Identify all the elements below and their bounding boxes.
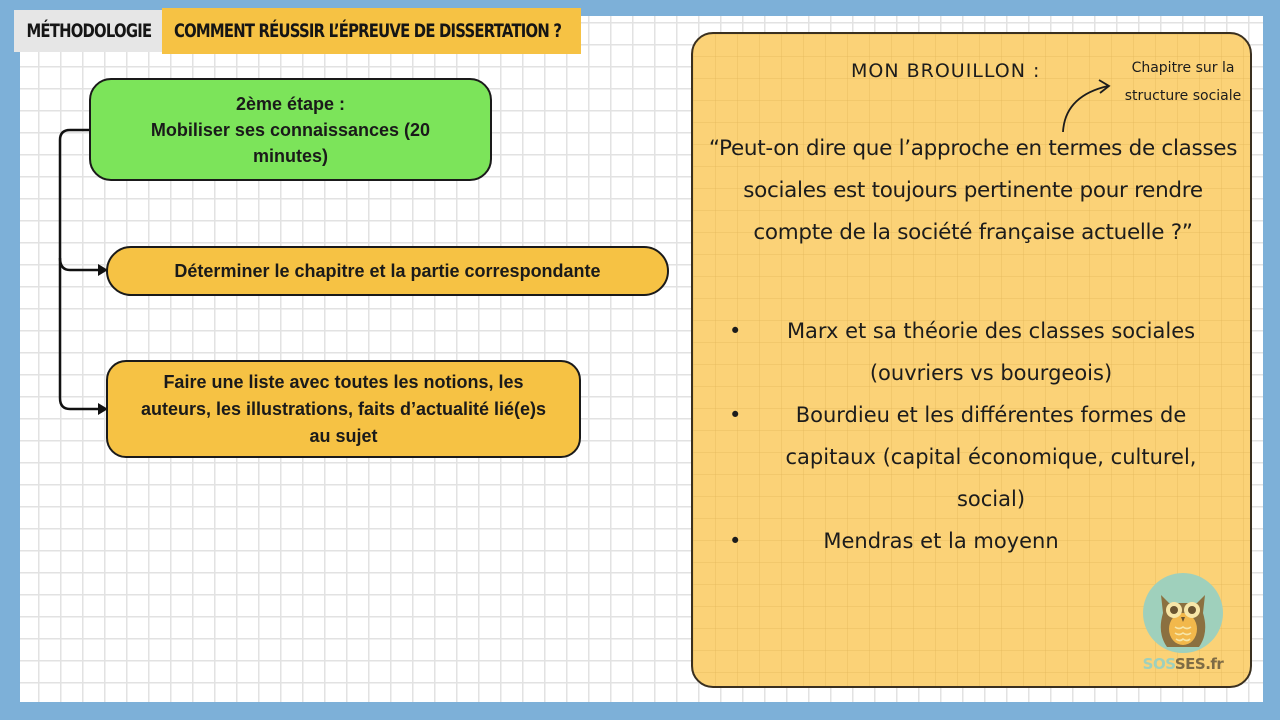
- chapter-annotation: Chapitre sur la structure sociale: [1124, 60, 1242, 104]
- sub-step-determine-chapter: [106, 246, 669, 296]
- logo-wordmark: SOSSES.fr: [1142, 655, 1224, 673]
- bullet-icon: •: [729, 319, 742, 343]
- main-step-number: 2ème étape :: [235, 93, 346, 114]
- list-item: • Bourdieu et les différentes formes de capitaux (capital économique, culturel, social): [693, 394, 1249, 520]
- title-banner: [162, 8, 581, 54]
- notes-list: [693, 310, 1249, 562]
- main-step-description: Mobiliser ses connaissances (20 minutes): [150, 119, 431, 166]
- category-label: MÉTHODOLOGIE: [26, 20, 152, 42]
- dissertation-question: “Peut-on dire que l’approche en termes de classes sociales est toujours pertinente pour rendre compte de la société française actuelle ?”: [708, 136, 1238, 245]
- bullet-icon: •: [729, 403, 742, 427]
- list-item: • Mendras et la moyenn: [693, 520, 1249, 562]
- owl-icon: [1143, 573, 1223, 653]
- sub-step-label: Déterminer le chapitre et la partie correspondante: [174, 260, 601, 281]
- list-item: • Marx et sa théorie des classes sociales (ouvriers vs bourgeois): [693, 310, 1249, 394]
- draft-title: MON BROUILLON :: [851, 60, 1041, 82]
- bullet-icon: •: [729, 529, 742, 553]
- main-step-box: [89, 78, 492, 181]
- category-tag: [14, 10, 164, 52]
- curved-arrow-icon: [1053, 74, 1123, 134]
- sosses-logo: [1138, 573, 1228, 683]
- sub-step-make-list: [106, 360, 581, 458]
- sub-step-label: Faire une liste avec toutes les notions, les auteurs, les illustrations, faits d’actualité lié(e)s au sujet: [140, 371, 547, 446]
- page-title: COMMENT RÉUSSIR L’ÉPREUVE DE DISSERTATION ?: [174, 20, 562, 42]
